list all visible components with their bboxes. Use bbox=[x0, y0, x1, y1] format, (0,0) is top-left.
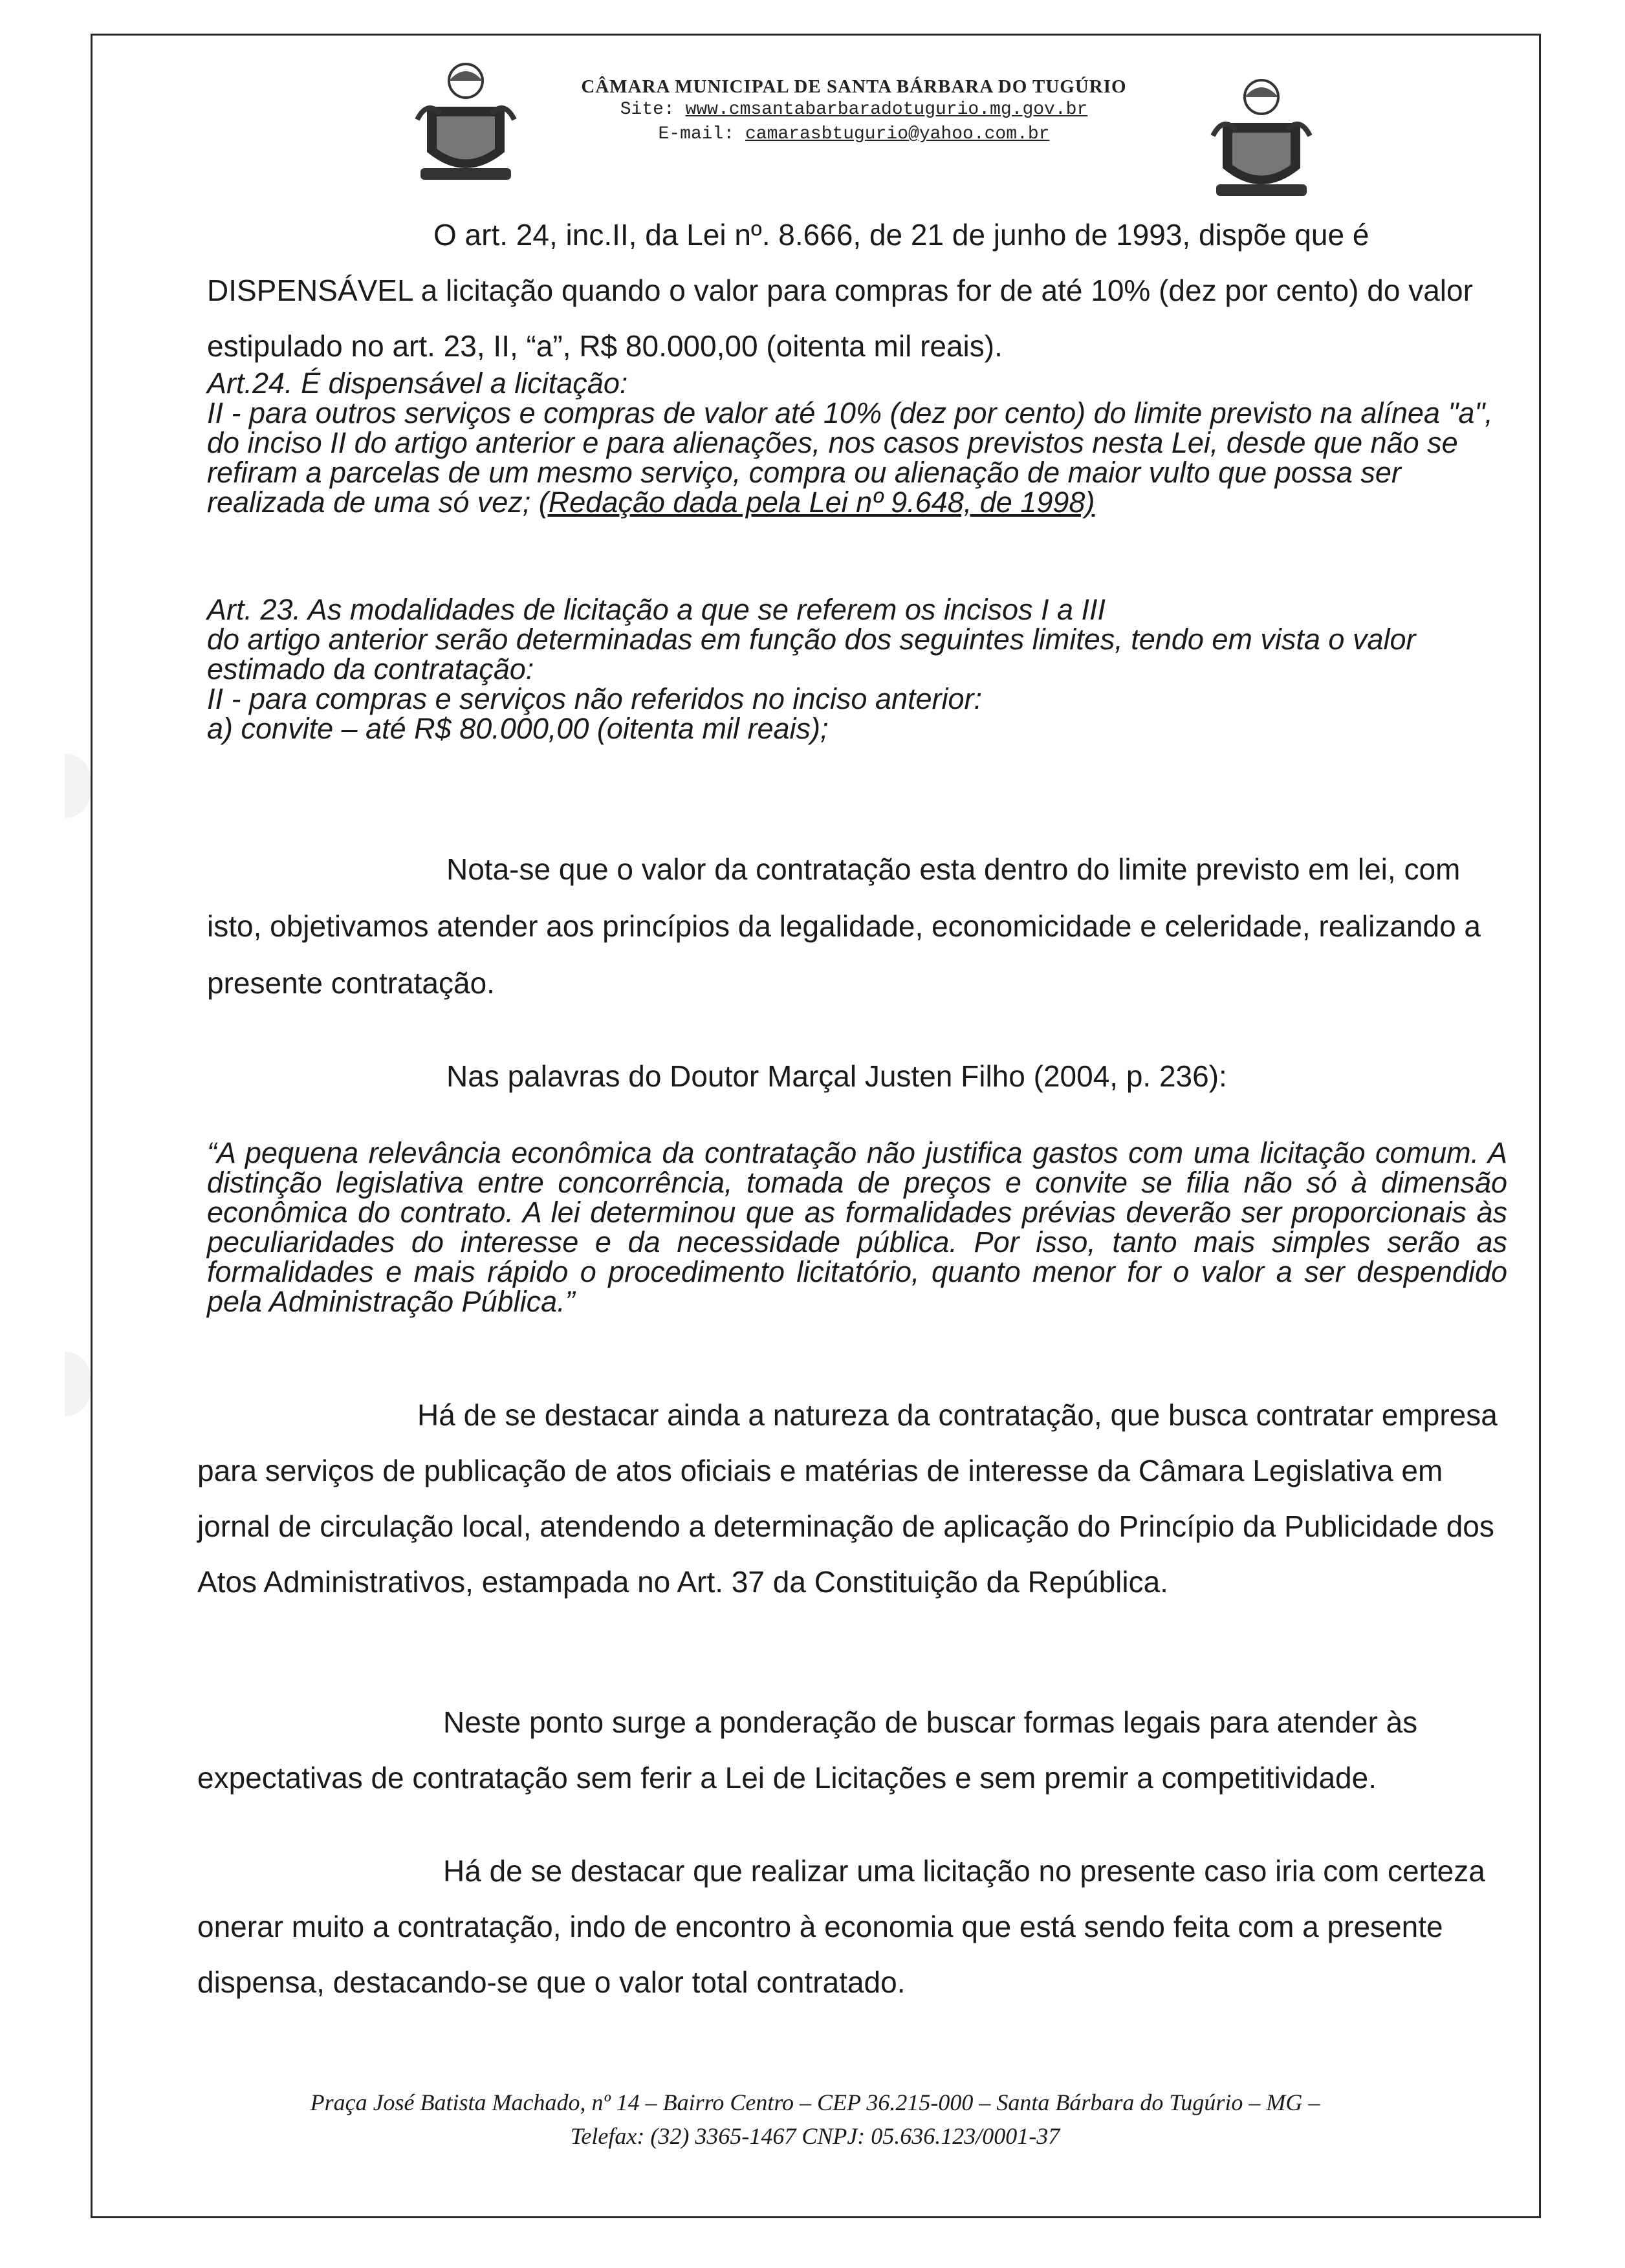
art24-reference: (Redação dada pela Lei nº 9.648, de 1998) bbox=[538, 486, 1095, 519]
paragraph-3: Nas palavras do Doutor Marçal Justen Filho (2004, p. 236): bbox=[446, 1059, 1227, 1093]
paragraph-6-block bbox=[197, 1843, 1498, 2010]
art24-text: II - para outros serviços e compras de valor até 10% (dez por cento) do limite previsto na alínea "a", do inciso II do artigo anterior e para alienações, nos casos previstos nesta Lei, desde que não se refiram a parcelas de um mesmo serviço, compra ou alienação de maior vulto que possa ser realizada de uma só vez; (Redação dada pela Lei nº 9.648, de 1998) bbox=[207, 396, 1493, 519]
site-link[interactable]: www.cmsantabarbaradotugurio.mg.gov.br bbox=[685, 100, 1088, 120]
intro-section bbox=[207, 207, 1507, 374]
email-link[interactable]: camarasbtugurio@yahoo.com.br bbox=[745, 124, 1050, 144]
email-label: E-mail: bbox=[658, 124, 735, 144]
quote-block bbox=[207, 1138, 1507, 1317]
art24-title: Art.24. É dispensável a licitação: bbox=[207, 367, 628, 400]
footer-address bbox=[194, 2086, 1436, 2153]
paragraph-6: Há de se destacar que realizar uma licitação no presente caso iria com certeza onerar muito a contratação, indo de encontro à economia que está sendo feita com a presente dispensa, destacando-se que o valor total contratado. bbox=[197, 1854, 1485, 1999]
art24-citation bbox=[207, 369, 1507, 517]
municipal-seal-right bbox=[1210, 71, 1313, 213]
doctrine-quote: “A pequena relevância econômica da contratação não justifica gastos com uma licitação comum. A distinção legislativa entre concorrência, tomada de preços e convite se filia não só à dimensão econômica do contrato. A lei determinou que as formalidades prévias deverão ser proporcionais às peculiaridades do interesse e da necessidade pública. Por isso, tanto mais simples serão as formalidades e mais rápido o procedimento licitatório, quanto menor for o valor a ser despendido pela Administração Pública.” bbox=[207, 1136, 1507, 1318]
art23-line-2: do artigo anterior serão determinadas em função dos seguintes limites, tendo em vista o valor estimado da contratação: bbox=[207, 623, 1416, 686]
paragraph-3-block bbox=[207, 1048, 1507, 1105]
paragraph-4: Há de se destacar ainda a natureza da contratação, que busca contratar empresa para serviços de publicação de atos oficiais e matérias de interesse da Câmara Legislativa em jornal de circulação local, atendendo a determinação de aplicação do Princípio da Publicidade dos Atos Administrativos, estampada no Art. 37 da Constituição da República. bbox=[197, 1398, 1498, 1599]
paragraph-2: Nota-se que o valor da contratação esta dentro do limite previsto em lei, com isto, objetivamos atender aos princípios da legalidade, economicidade e celeridade, realizando a presente contratação. bbox=[207, 852, 1481, 1000]
email-line bbox=[563, 122, 1145, 147]
letterhead bbox=[563, 76, 1145, 147]
art23-line-1: Art. 23. As modalidades de licitação a que se referem os incisos I a III bbox=[207, 593, 1106, 626]
paragraph-2-block bbox=[207, 841, 1507, 1011]
art23-line-3: II - para compras e serviços não referidos no inciso anterior: bbox=[207, 682, 983, 715]
paragraph-4-block bbox=[197, 1387, 1498, 1610]
paragraph-5: Neste ponto surge a ponderação de buscar formas legais para atender às expectativas de contratação sem ferir a Lei de Licitações e sem premir a competitividade. bbox=[197, 1705, 1418, 1795]
footer-line-2: Telefax: (32) 3365-1467 CNPJ: 05.636.123/0001-37 bbox=[570, 2123, 1060, 2149]
punch-hole-top bbox=[65, 753, 91, 818]
paragraph-1: O art. 24, inc.II, da Lei nº. 8.666, de 21 de junho de 1993, dispõe que é DISPENSÁVEL a licitação quando o valor para compras for de até 10% (dez por cento) do valor estipulado no art. 23, II, “a”, R$ 80.000,00 (oitenta mil reais). bbox=[207, 218, 1473, 363]
municipal-seal-left bbox=[414, 55, 518, 197]
site-line bbox=[563, 98, 1145, 122]
site-label: Site: bbox=[620, 100, 675, 120]
footer-line-1: Praça José Batista Machado, nº 14 – Bairro Centro – CEP 36.215-000 – Santa Bárbara do Tugúrio – MG – bbox=[310, 2090, 1320, 2115]
art23-citation bbox=[207, 595, 1507, 744]
paragraph-5-block bbox=[197, 1694, 1498, 1806]
institution-name: CÂMARA MUNICIPAL DE SANTA BÁRBARA DO TUGÚRIO bbox=[581, 76, 1127, 97]
art23-line-4: a) convite – até R$ 80.000,00 (oitenta mil reais); bbox=[207, 712, 829, 745]
punch-hole-bottom bbox=[65, 1352, 91, 1416]
